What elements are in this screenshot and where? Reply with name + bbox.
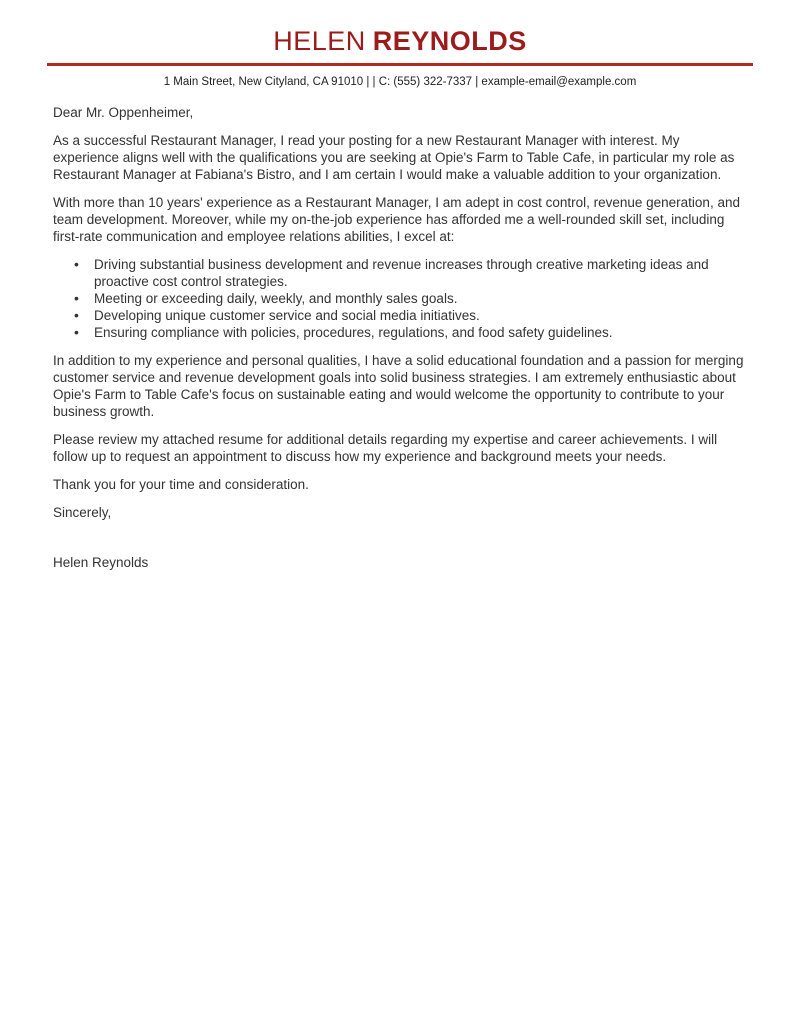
last-name: REYNOLDS [372,26,527,56]
contact-line: 1 Main Street, New Cityland, CA 91010 | | C: (555) 322-7337 | example-email@example.com [163,76,637,88]
letter-header [0,0,800,89]
paragraph-education: In addition to my experience and personal qualities, I have a solid educational foundation and a passion for merging customer service and revenue development goals into solid business strategies. I am extremely enthusiastic about Opie's Farm to Table Cafe's focus on sustainable eating and would welcome the opportunity to contribute to your business growth. [53,353,744,419]
paragraph-intro: As a successful Restaurant Manager, I read your posting for a new Restaurant Manager with interest. My experience aligns well with the qualifications you are seeking at Opie's Farm to Table Cafe, in particular my role as Restaurant Manager at Fabiana's Bistro, and I am certain I would make a valuable addition to your organization. [53,133,735,182]
thanks-line: Thank you for your time and consideration. [53,477,309,492]
salutation: Dear Mr. Oppenheimer, [53,105,194,120]
list-item: • Ensuring compliance with policies, procedures, regulations, and food safety guidelines. [94,324,748,341]
list-item: • Meeting or exceeding daily, weekly, and monthly sales goals. [94,290,748,307]
list-item: • Developing unique customer service and social media initiatives. [94,307,748,324]
letter-body [0,104,800,571]
first-name: HELEN [273,26,366,56]
paragraph-followup: Please review my attached resume for additional details regarding my expertise and career achievements. I will follow up to request an appointment to discuss how my experience and background meets your needs. [53,432,718,464]
page-title [0,26,800,56]
skills-list [53,256,748,341]
header-divider [47,63,753,66]
paragraph-experience: With more than 10 years' experience as a Restaurant Manager, I am adept in cost control, revenue generation, and team development. Moreover, while my on-the-job experience has afforded me a well-rounded skill set, including first-rate communication and employee relations abilities, I excel at: [53,195,740,244]
signoff: Sincerely, [53,505,112,520]
signature-name: Helen Reynolds [53,555,149,570]
list-item: • Driving substantial business development and revenue increases through creative marketing ideas and proactive cost control strategies. [94,256,748,290]
